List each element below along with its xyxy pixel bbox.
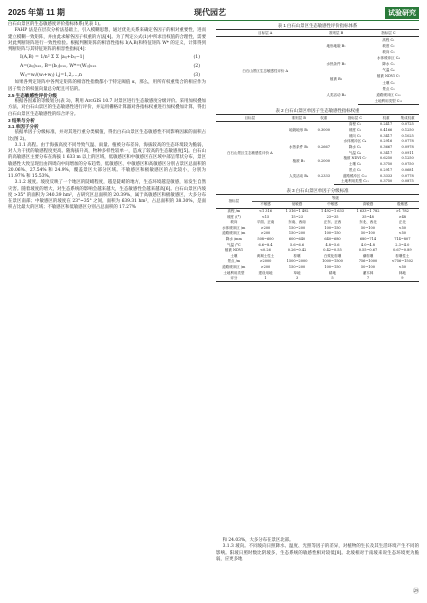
table3-cell-4-3: 100~150 [324, 231, 341, 236]
table3-cell-7-2: 0.26~0.42 [287, 248, 307, 253]
table3-cell-0-1: <1 316 [259, 209, 272, 214]
table2-criterion-1: 水热条件 B₂ [289, 145, 309, 150]
table3-cell-10-4: 50~100 [360, 265, 375, 269]
table2-cell-2-0-2: 0.1250 [401, 156, 414, 161]
table3-cell-0-5: >1 782 [395, 209, 409, 214]
table2-cell-0-1-0: 坡度 C₂ [348, 128, 362, 133]
table1-indicator-0-0: 高程 C₁ [382, 37, 395, 42]
table3-cell-2-2: 东南、西南 [288, 220, 306, 225]
table1-indicator-1-1: 降水 C₅ [382, 62, 395, 67]
table3-header-4: 高敏感 [350, 201, 385, 208]
left-paragraphs-1 [8, 22, 206, 53]
left-paragraph-b-2: 根据各因素的等级划分(表 3)，利用 ArcGIS 10.7 对景区进行生态敏感度分级评价。采用加权叠加方法，对白石山景区的生态敏感性进行评价，并运用栅格计算器对各指标权重进行加权叠加计算，得出白石山景区生态敏感性的综合评分。 [8, 99, 206, 117]
issue-label: 2025 年第 11 期 [8, 8, 65, 17]
table2-header-2: 权重 [314, 115, 334, 122]
table3-cell-1-2: 15~23 [291, 214, 303, 219]
table3-cell-6-4: 4.0~4.8 [360, 242, 375, 247]
table2-cell-1-1-1: 0.3667 [380, 145, 393, 150]
table3-cell-3-1: >200 [260, 225, 271, 230]
left-paragraph-b-5: 依据单因子分级标准，并对其进行重分类赋值，得出白石山景区生态敏感性不同影响因素的面积占比(图 2)。 [8, 130, 206, 142]
table2-header-1: 准则层 B [284, 115, 314, 122]
left-paragraph-1: FAHP 法是在层次分析法基础上，引入模糊思想，通过优先关系来确定各因子的相对重要性，进而建立模糊一致矩阵，并由此求解各因子权重的方法[4]。为了判定公式(1)中所求出权值的合理性，需要对此判断矩阵进行一致性检验。根据判断矩阵的相容性指标 I(A,B)和特征矩阵 W* 的定义，计算得到判断矩阵与其特征矩阵的相容性指标[4]： [8, 28, 206, 52]
table3-cell-4-0: 道路缓冲区 /m [222, 231, 246, 236]
table3-header-3: 中敏感 [315, 201, 350, 208]
left-paragraphs-2 [8, 80, 206, 211]
table3-cell-12-4: 7 [350, 276, 385, 282]
table3-cell-4-1: >200 [260, 231, 271, 236]
table2-cell-3-1-2: 0.0778 [401, 173, 414, 178]
table3-cell-11-4: 灌木林 [362, 270, 374, 275]
table3-cell-12-3: 5 [315, 276, 350, 282]
table1-header-2: 指标层 C [358, 30, 419, 37]
table1-criterion-1: 水热条件 B₂ [326, 62, 346, 67]
table-1 [216, 29, 419, 105]
table1-indicator-3-0: 景点 C₉ [382, 86, 395, 91]
table1-indicator-2-0: 植被 NDVI C₇ [376, 74, 400, 79]
table1-indicator-3-1: 道路缓冲区 C₁₀ [376, 92, 401, 97]
table3-cell-8-3: 白浆化棕壤 [323, 253, 342, 258]
table3-cell-5-4: 680~714 [359, 237, 377, 242]
table1-header-1: 准则层 B [314, 30, 358, 37]
table3-cell-3-0: 水体缓冲区 /m [222, 225, 246, 230]
table3-cell-8-4: 潮棕壤 [362, 253, 374, 258]
table2-cell-2-1-2: 0.0750 [401, 162, 414, 167]
table2-cell-1-2-0: 气温 C₆ [348, 150, 362, 155]
table1-target-cell: 白石山景区生态敏感性评价 A [242, 68, 288, 73]
table3-cell-11-0: 土地利用类型 [223, 270, 245, 275]
table3-cell-3-2: 150~200 [288, 225, 306, 230]
table3-cell-12-5: 9 [386, 276, 419, 282]
header-rule [8, 20, 419, 21]
table2-title: 表 2 白石山景区单因子生态敏感性指标权重 [275, 108, 360, 114]
table1-criterion-2: 植被 B₃ [330, 77, 343, 82]
table3-cell-9-1: >2000 [259, 259, 272, 264]
right-column-text [216, 538, 419, 563]
table2-criterion-weight-2: 0.2000 [317, 159, 330, 164]
table3-cell-2-4: 东北、西北 [359, 220, 377, 225]
table2-cell-2-0-0: 植被 NDVI C₇ [343, 156, 367, 161]
table3-cell-8-2: 棕壤 [293, 253, 301, 258]
equation-2: A=(aᵢⱼ)ₙₓₙ, B=(bᵢⱼ)ₙₓₙ, W*=(Wᵢⱼ)ₙₓₙ (2) [20, 64, 200, 70]
table3-cell-1-5: >48 [398, 214, 407, 219]
table3-cell-7-5: 0.67~0.89 [393, 248, 412, 253]
table3-cell-10-5: <50 [398, 265, 407, 269]
table2-cell-3-0-2: 0.0681 [401, 167, 414, 172]
page-number: ㉙ [412, 589, 419, 595]
table3-header-1: 不敏感 [252, 201, 280, 208]
table3-cell-0-4: 1 633~1 782 [356, 209, 380, 214]
left-column [8, 22, 206, 212]
table2-cell-3-0-0: 景点 C₉ [348, 167, 362, 172]
table3-title: 表 3 白石山景区单因子分级标准 [286, 188, 349, 194]
table2-header-4: 权重 [376, 115, 396, 122]
table2-cell-1-0-2: 0.0778 [401, 139, 414, 144]
table3-cell-7-0: 植被 NDVI [224, 248, 243, 253]
table3-cell-1-0: 坡度 /(°) [226, 214, 241, 219]
table3-cell-9-5: <756~1502 [391, 259, 414, 264]
table3-cell-7-4: 0.55~0.67 [358, 248, 378, 253]
table2-cell-0-2-2: 0.1025 [401, 133, 414, 138]
table2-cell-3-2-2: 0.0875 [396, 179, 419, 185]
equation-1: I(A,B) = 1/n² Σ Σ |aᵢⱼ+bᵢⱼ−1| (1) [20, 55, 200, 61]
table3-cell-7-3: 0.42~0.55 [323, 248, 342, 253]
table3-cell-8-1: 黄褐土性土 [256, 253, 275, 258]
right-paragraph-0: 和 24.03%，大多分布在景区北部。 [222, 538, 294, 543]
table3-cell-10-1: >200 [260, 265, 271, 269]
table1-indicator-3-2: 土地利用类型 C₁₁ [358, 98, 419, 105]
table1-title: 表 1 白石山景区生态敏感性评价指标体系 [277, 23, 358, 28]
table3-span-header: 等级 [252, 195, 419, 202]
table2-criterion-weight-0: 0.3000 [317, 128, 330, 133]
table3-cell-6-2: 5.6~6.6 [290, 242, 305, 247]
table2-cell-3-0-1: 0.2917 [380, 167, 393, 172]
table2-cell-1-2-1: 0.3417 [380, 150, 393, 155]
table2-cell-0-1-2: 0.1250 [401, 128, 414, 133]
table3-cell-5-5: 714~807 [394, 237, 411, 242]
table3-header-2: 低敏感 [279, 201, 314, 208]
left-paragraph-b-6: 3.1.1 高程。由于海拔高度不同导致气温、雨量、植被分布差异，海拔较高的生态环境较为脆弱，对人为干扰的敏感程度更高。随海拔升高，物种多样性较单一，造成了较高的生态敏感度[5]。白石山的高敏感区主要分布在海拔 1 633 m 以上的区域，低敏感区和中敏感区在区域中部呈带状分布，景区敏感性大致呈现出由四周向中间增加的分布趋势，低敏感区、中敏感区和高敏感区分别占景区总面积的 20.06%、27.54% 和 24.9%，覆盖景区大部分区域。不敏感区和极敏感区的占比较小，分别为 11.97% 和 15.53%。 [8, 142, 206, 179]
table2-cell-1-2-2: 0.0911 [401, 150, 414, 155]
table2-criterion-weight-1: 0.2667 [317, 145, 330, 150]
left-paragraph-b-4: 3.1 单因子分析 [8, 124, 39, 129]
table3-cell-4-5: <50 [398, 231, 407, 236]
left-paragraph-b-3: 3 结果与分析 [8, 117, 35, 123]
table3-cell-6-0: 气温 /°C [226, 242, 241, 247]
table2-criterion-2: 植被 B₃ [292, 159, 305, 164]
table3-cell-0-3: 1 492~1 633 [321, 209, 344, 214]
table3-cell-5-2: 600~640 [288, 237, 306, 242]
table2-criterion-0: 地貌地形 B₁ [289, 128, 309, 133]
table2-cell-2-1-0: 土壤 C₈ [348, 162, 362, 167]
table3-cell-6-1: 6.6~8.4 [258, 242, 273, 247]
table3-cell-10-0: 道路缓冲区 /m [222, 265, 246, 269]
table3-cell-11-5: 林地 [398, 270, 406, 275]
table3-cell-4-4: 50~100 [360, 231, 375, 236]
table3-cell-5-0: 降水 /mm [225, 237, 242, 242]
table3-cell-8-5: 棕壤性土 [395, 253, 410, 258]
left-paragraph-b-7: 3.1.2 坡度。坡度反映了一个地区的陡峭程度，越是陡峭的地方，生态环境越是敏感，易发生自然灾害。随着坡度的增大，对生态系统的影响会越来越大，生态敏感性会越来越高[6]。白石山景区内坡度 >35° 的面积为 340.39 hm²，占研究区总面积的 20.39%，属于高敏感区和极敏感区，大多分布在景区南部；中敏感区的坡度在 23°~35° 之间，面积为 639.31 hm²，占总面积的 38.30%，是面积占比最大的区域；不敏感区和低敏感区分别占总面积的 17.27% [8, 180, 206, 211]
table3-cell-1-1: <15 [261, 214, 270, 219]
table2-cell-0-0-1: 0.2417 [380, 122, 393, 127]
table3-cell-9-2: 1500~2000 [286, 259, 308, 264]
table3-cell-6-5: 2.3~4.0 [395, 242, 410, 247]
left-paragraph-b-1: 2.5 生态敏感性评价分级 [8, 92, 58, 98]
table2-cell-2-0-1: 0.6250 [380, 156, 393, 161]
left-paragraph-b-0: 如果各判定矩阵中各判定矩阵的相容性指数都小于特定阈值 α，那么，用所有权重集合的相应作为因子集合的权值向量总分配且可信的。 [8, 80, 206, 92]
table2-cell-0-2-0: 坡向 C₃ [348, 133, 362, 138]
right-column-tables [216, 22, 419, 282]
table-2 [216, 114, 419, 185]
table2-cell-3-2-1: 0.3750 [376, 179, 396, 185]
left-paragraph-0: 白石山景区的生态敏感度评价指标体系(见表 1)。 [8, 22, 104, 27]
table3-cell-0-0: 高程 /m [227, 209, 241, 214]
table3-cell-1-4: 35~48 [362, 214, 374, 219]
table2-cell-1-0-1: 0.2916 [380, 139, 393, 144]
table2-criterion-3: 人类活动 B₄ [289, 173, 309, 178]
table-3 [216, 194, 419, 282]
table2-header-0: 目标层 [216, 115, 284, 122]
table3-cell-11-1: 建设用地 [258, 270, 273, 275]
table2-cell-3-1-1: 0.3333 [380, 173, 393, 178]
equation-3: Wᵢⱼ=wᵢ/(wᵢ+wⱼ) i,j=1,2,…,n (3) [20, 73, 200, 79]
table2-cell-1-1-0: 降水 C₅ [348, 145, 362, 150]
table2-cell-1-0-0: 水体缓冲区 C₄ [343, 139, 367, 144]
table3-cell-3-5: <50 [398, 225, 407, 230]
table1-header-0: 目标层 A [216, 30, 314, 37]
table3-header-5: 极敏感 [386, 201, 419, 208]
table1-indicator-0-2: 坡向 C₃ [382, 50, 395, 55]
table1-criterion-0: 地形地貌 B₁ [326, 43, 346, 48]
right-paragraph-1: 3.1.3 坡向。不同坡向日照降水、温度、光照等因子的差异，对植物的生长及其生活环境产生不同的影响。阳坡日照时数比阴坡多，生态系统的敏感性相对较低[8]。北坡相对于南坡来说生态环境更为脆弱，应更多地 [216, 544, 419, 562]
table1-indicator-0-1: 坡度 C₂ [382, 43, 395, 48]
page-header [8, 7, 419, 21]
section-badge: 试验研究 [385, 7, 419, 19]
table1-indicator-1-2: 气温 C₆ [382, 68, 395, 73]
table1-indicator-2-1: 土壤 C₈ [382, 80, 395, 85]
table3-cell-4-2: 150~200 [288, 231, 306, 236]
table2-cell-0-1-1: 0.4166 [380, 128, 393, 133]
table3-cell-7-1: <0.26 [260, 248, 271, 253]
table3-cell-12-2: 3 [279, 276, 314, 282]
table3-cell-3-3: 100~150 [324, 225, 341, 230]
table3-cell-10-2: 150~200 [288, 265, 306, 269]
table2-target-cell: 白石山景区生态敏感性评价 A [227, 151, 273, 156]
table1-criterion-3: 人类活动 B₄ [326, 92, 346, 97]
table2-cell-0-0-2: 0.0725 [401, 122, 414, 127]
table3-cell-1-3: 23~35 [326, 214, 339, 219]
table2-header-5: 集成权重 [396, 115, 419, 122]
table1-indicator-1-0: 水体缓冲区 C₄ [377, 56, 400, 61]
table2-criterion-weight-3: 0.2333 [317, 173, 330, 178]
table2-cell-1-1-2: 0.0978 [401, 145, 414, 150]
table3-cell-12-0: 评分 [216, 276, 252, 282]
table3-header-0: 指标层 [216, 195, 252, 208]
table3-cell-2-3: 正东、正西 [323, 220, 342, 225]
table2-cell-3-2-0: 土地利用类型 C₁₁ [334, 179, 376, 185]
table3-cell-3-4: 50~100 [360, 225, 375, 230]
table3-cell-2-1: 平面、正南 [256, 220, 275, 225]
table2-cell-0-2-1: 0.3417 [380, 133, 393, 138]
table3-cell-5-1: 508~600 [257, 237, 274, 242]
table3-cell-9-0: 景点 /m [227, 259, 241, 264]
table3-cell-8-0: 土壤 [230, 253, 238, 258]
journal-title: 现代园艺 [194, 7, 226, 17]
table2-header-3: 指标层 C [334, 115, 376, 122]
table3-cell-9-3: 1000~1500 [322, 259, 343, 264]
table3-cell-5-3: 640~680 [324, 237, 341, 242]
table3-cell-0-2: 1 316~1 492 [285, 209, 309, 214]
table2-cell-3-1-0: 道路缓冲区 C₁₀ [342, 173, 368, 178]
table3-cell-2-5: 正北 [398, 220, 406, 225]
table2-cell-2-1-1: 0.3750 [380, 162, 393, 167]
table3-cell-11-3: 耕地 [329, 270, 336, 275]
table2-cell-0-0-0: 高程 C₁ [348, 122, 362, 127]
table3-cell-10-3: 100~150 [324, 265, 341, 269]
table3-cell-9-4: 756~1000 [358, 259, 378, 264]
table3-cell-2-0: 坡向 [230, 220, 238, 225]
table3-cell-12-1: 1 [252, 276, 280, 282]
table3-cell-6-3: 4.8~5.6 [325, 242, 340, 247]
table3-cell-11-2: 草地 [293, 270, 301, 275]
